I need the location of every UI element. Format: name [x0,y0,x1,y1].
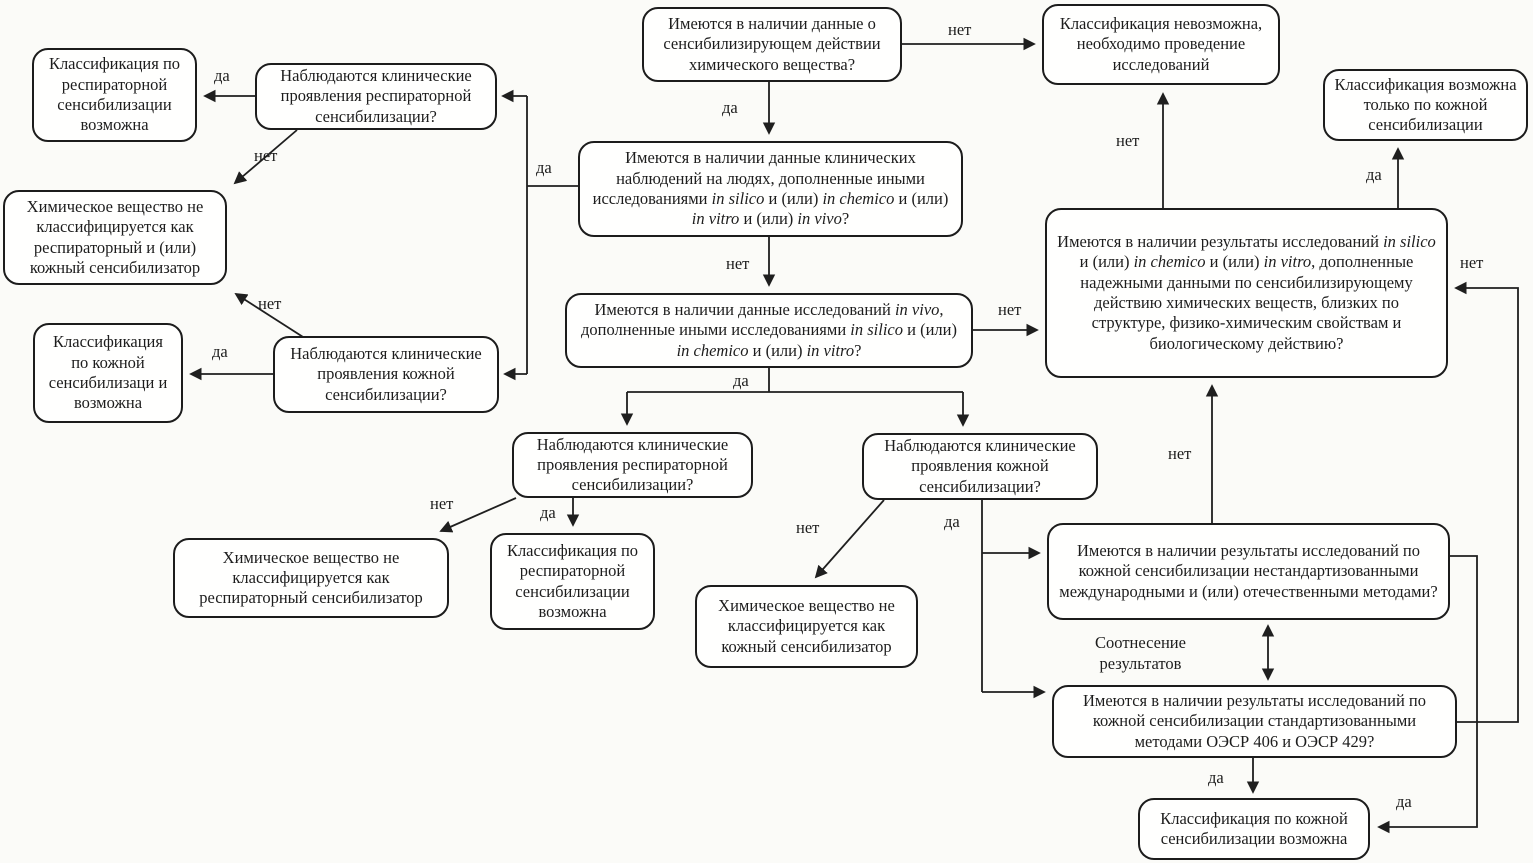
edge-label-yes-resp-mid: да [540,503,556,522]
edge-label-yes-clinical-to-left: да [536,158,552,177]
edge-label-no-invivo-to-readacross: нет [998,300,1022,319]
node-not-classified-resp-or-skin: Химическое вещество не классифицируется как респираторный и (или) кожный сенсибилизатор [3,190,227,285]
relate-results-label: Соотнесение результатов [1095,633,1186,673]
node-invivo-data-question: Имеются в наличии данные исследований in vivo, дополненные иными исследованиями in silico и (или) in chemico и (или) in vitro? [565,293,973,368]
node-not-classified-skin: Химическое вещество не классифицируется как кожный сенсибилизатор [695,585,918,668]
edge-label-yes-invivo-to-split: да [733,371,749,390]
node-skin-classification-possible-left: Классификация по кожной сенсибилизаци и возможна [33,323,183,423]
edge-label-no-clinical-to-invivo: нет [726,254,750,273]
node-readacross-results-question: Имеются в наличии результаты исследований in silico и (или) in chemico и (или) in vitro, дополненные надежными данными по сенсибилизирующему действию химических веществ, близких по структуре, физико-химическим свойствам и биологическому действию? [1045,208,1448,378]
edge-label-no-skin-left: нет [258,294,282,313]
node-classification-impossible: Классификация невозможна, необходимо проведение исследований [1042,4,1280,85]
node-skin-clinical-question-mid: Наблюдаются клинические проявления кожной сенсибилизации? [862,433,1098,500]
node-clinical-human-data-question: Имеются в наличии данные клинических наблюдений на людях, дополненные иными исследованиями in silico и (или) in chemico и (или) in vitro и (или) in vivo? [578,141,963,237]
edge-label-yes-standard-to-possible: да [1208,768,1224,787]
edge-label-yes-skin-left: да [212,342,228,361]
node-skin-clinical-question-left: Наблюдаются клинические проявления кожной сенсибилизации? [273,336,499,413]
edge-label-yes-readacross-to-only-skin: да [1366,165,1382,184]
node-resp-clinical-question-left: Наблюдаются клинические проявления респираторной сенсибилизации? [255,63,497,130]
edge-label-no-resp-left: нет [254,146,278,165]
edge-label-no-data-to-impossible: нет [948,20,972,39]
edge-label-yes-resp-left: да [214,66,230,85]
edge-label-no-nonstandard-to-readacross: нет [1168,444,1192,463]
edge-label-yes-nonstandard-to-possible: да [1396,792,1412,811]
edge-label-no-readacross-to-impossible: нет [1116,131,1140,150]
node-resp-clinical-question-mid: Наблюдаются клинические проявления респираторной сенсибилизации? [512,432,753,498]
node-nonstandard-methods-question: Имеются в наличии результаты исследований по кожной сенсибилизации нестандартизованными международными и (или) отечественными методами? [1047,523,1450,620]
edge-label-no-resp-mid: нет [430,494,454,513]
node-resp-classification-possible-mid: Классификация по респираторной сенсибилизации возможна [490,533,655,630]
edge-label-yes-skin-mid: да [944,512,960,531]
edge-label-yes-data-to-clinical: да [722,98,738,117]
node-skin-classification-possible-bottom: Классификация по кожной сенсибилизации возможна [1138,798,1370,860]
node-resp-classification-possible-left: Классификация по респираторной сенсибилизации возможна [32,48,197,142]
node-data-available-question: Имеются в наличии данные о сенсибилизирующем действии химического вещества? [642,7,902,82]
edge-label-no-skin-mid: нет [796,518,820,537]
node-not-classified-resp: Химическое вещество не классифицируется как респираторный сенсибилизатор [173,538,449,618]
edge-label-no-standard-to-readacross: нет [1460,253,1484,272]
node-standard-methods-question: Имеются в наличии результаты исследований по кожной сенсибилизации стандартизованными методами ОЭСР 406 и ОЭСР 429? [1052,685,1457,758]
node-classification-only-skin: Классификация возможна только по кожной сенсибилизации [1323,69,1528,141]
